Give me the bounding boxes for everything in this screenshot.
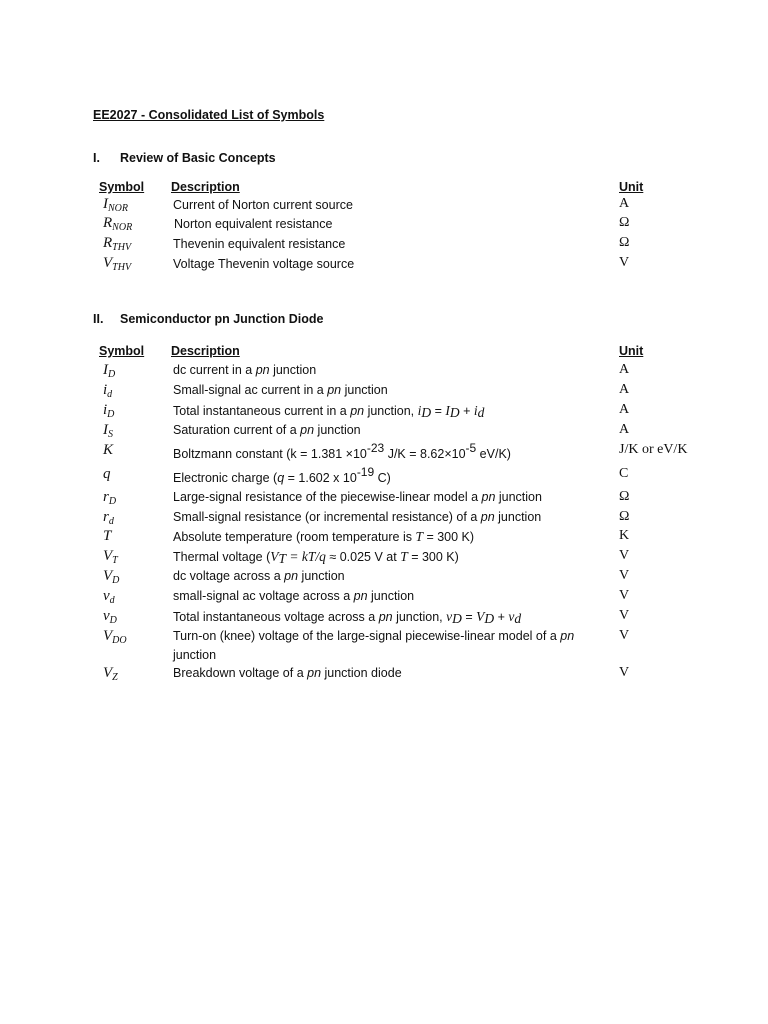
symbol-v-t: $V_T$ xyxy=(103,548,118,566)
symbol-q: q xyxy=(103,466,111,482)
description-v-thv: Voltage Thevenin voltage source xyxy=(173,257,355,271)
symbol-k: K xyxy=(103,442,114,458)
unit-v-d-total: V xyxy=(619,608,630,623)
section-1-heading xyxy=(93,151,276,165)
section-title: Semiconductor pn Junction Diode xyxy=(120,312,324,326)
symbol-t: T xyxy=(103,528,112,544)
description-column-header: Description xyxy=(171,344,240,358)
description-dc-voltage: dc voltage across a pn junction xyxy=(173,569,345,583)
document-title: EE2027 - Consolidated List of Symbols xyxy=(93,108,325,122)
unit-r-thv: Ω xyxy=(619,235,630,250)
section-2-heading xyxy=(93,312,323,326)
unit-v-d-ac: V xyxy=(619,588,630,603)
symbol-i-d-ac: $i_d$ xyxy=(103,382,113,400)
symbol-v-thv: $V_{THV}$ xyxy=(103,255,132,273)
description-r-thv: Thevenin equivalent resistance xyxy=(173,237,346,251)
symbol-r-d-large: $r_D$ xyxy=(103,489,117,507)
description-r-nor: Norton equivalent resistance xyxy=(174,217,333,231)
description-turn-on-voltage: Turn-on (knee) voltage of the large-signal piecewise-linear model of a pn junction xyxy=(173,629,575,662)
symbol-v-z: $V_Z$ xyxy=(103,665,118,683)
description-total-current: Total instantaneous current in a pn junction, $i_D = I_D + i_d$ xyxy=(173,403,485,420)
symbol-r-nor: $R_{NOR}$ xyxy=(103,215,133,233)
unit-v-thv: V xyxy=(619,255,630,270)
unit-k: J/K or eV/K xyxy=(619,442,688,457)
description-i-nor: Current of Norton current source xyxy=(173,198,353,212)
unit-i-d-dc: A xyxy=(619,362,630,377)
unit-i-d-total: A xyxy=(619,402,630,417)
section-number: II. xyxy=(93,312,104,326)
description-ac-current: Small-signal ac current in a pn junction xyxy=(173,383,388,397)
symbol-i-d-dc: $I_D$ xyxy=(103,362,116,380)
description-ac-voltage: small-signal ac voltage across a pn junction xyxy=(173,589,415,603)
description-saturation-current: Saturation current of a pn junction xyxy=(173,423,361,437)
symbol-r-thv: $R_{THV}$ xyxy=(103,235,132,253)
unit-column-header: Unit xyxy=(619,180,644,194)
description-breakdown-voltage: Breakdown voltage of a pn junction diode xyxy=(173,666,402,680)
section-number: I. xyxy=(93,151,100,165)
unit-v-d-dc: V xyxy=(619,568,630,583)
symbol-i-d-total: $i_D$ xyxy=(103,402,115,420)
symbol-v-d-dc: $V_D$ xyxy=(103,568,120,586)
unit-i-s: A xyxy=(619,422,630,437)
unit-r-d-small: Ω xyxy=(619,509,630,524)
symbol-column-header: Symbol xyxy=(99,180,145,194)
unit-r-nor: Ω xyxy=(619,215,630,230)
description-absolute-temperature: Absolute temperature (room temperature is T = 300 K) xyxy=(173,529,475,544)
unit-column-header: Unit xyxy=(619,344,644,358)
description-total-voltage: Total instantaneous voltage across a pn junction, $v_D = V_D + v_d$ xyxy=(173,609,522,626)
description-thermal-voltage: Thermal voltage ($V_T = kT/q \approx 0.025$ V at T = 300 K) xyxy=(173,549,459,566)
symbol-i-s: $I_S$ xyxy=(103,422,113,440)
symbol-i-nor: $I_{NOR}$ xyxy=(103,196,128,214)
description-small-signal-resistance: Small-signal resistance (or incremental resistance) of a pn junction xyxy=(173,510,542,524)
symbol-v-d-total: $v_D$ xyxy=(103,608,117,626)
description-electronic-charge: Electronic charge (q = 1.602 x $10^{-19}$ C) xyxy=(173,465,391,485)
unit-v-z: V xyxy=(619,665,630,680)
symbol-r-d-small: $r_d$ xyxy=(103,509,114,527)
description-boltzmann: Boltzmann constant ($k = 1.381 \times 10^{-23}$ $J/K = 8.62\times 10^{-5}$ eV/K) xyxy=(173,441,511,461)
description-large-signal-resistance: Large-signal resistance of the piecewise-linear model a pn junction xyxy=(173,490,542,504)
description-dc-current: dc current in a pn junction xyxy=(173,363,317,377)
symbol-v-d-ac: $v_d$ xyxy=(103,588,115,606)
unit-r-d-large: Ω xyxy=(619,489,630,504)
unit-q: C xyxy=(619,466,629,481)
symbol-column-header: Symbol xyxy=(99,344,145,358)
unit-i-d-ac: A xyxy=(619,382,630,397)
unit-v-t: V xyxy=(619,548,630,563)
section-title: Review of Basic Concepts xyxy=(120,151,276,165)
symbol-v-do: $V_{DO}$ xyxy=(103,628,127,646)
unit-t: K xyxy=(619,528,630,543)
unit-v-do: V xyxy=(619,628,630,643)
unit-i-nor: A xyxy=(619,196,630,211)
description-column-header: Description xyxy=(171,180,240,194)
